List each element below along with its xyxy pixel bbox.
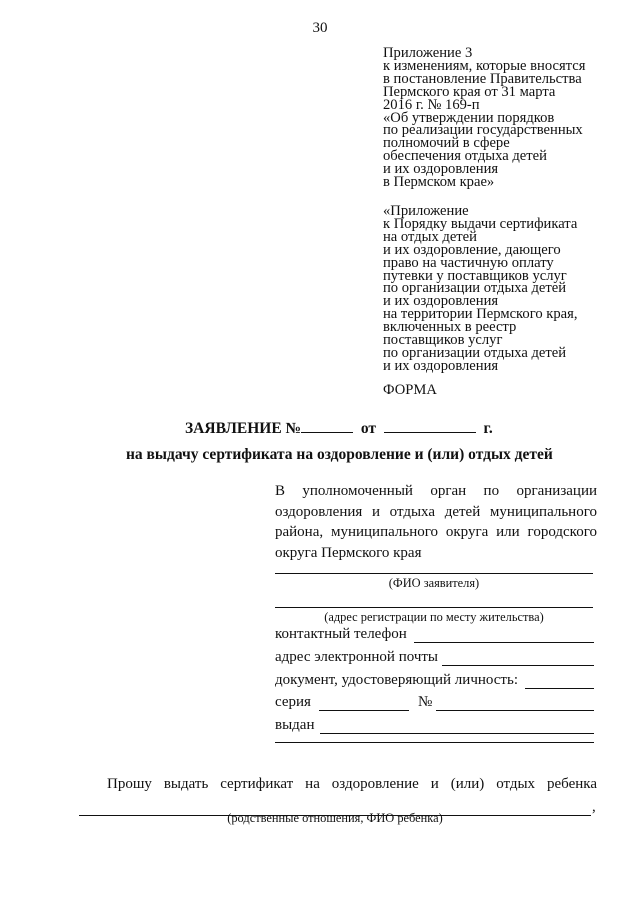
inner-annex-line: поставщиков услуг bbox=[383, 332, 503, 349]
annex-header-line: к изменениям, которые вносятся bbox=[383, 57, 586, 74]
annex-header-line: «Об утверждении порядков bbox=[383, 109, 555, 126]
inner-annex-line: «Приложение bbox=[383, 203, 469, 219]
addressee-line: района, муниципального округа или городского bbox=[275, 524, 597, 540]
page-number: 30 bbox=[312, 20, 328, 36]
application-date-blank[interactable] bbox=[384, 420, 476, 433]
series-label: серия bbox=[275, 694, 311, 710]
annex-header bbox=[383, 47, 623, 189]
phone-label: контактный телефон bbox=[275, 626, 407, 642]
annex-header-line: 2016 г. № 169-п bbox=[383, 96, 480, 113]
issued-input-line-2[interactable] bbox=[275, 742, 594, 743]
inner-annex-line: и их оздоровление, дающего bbox=[383, 241, 561, 258]
annex-header-line: Приложение 3 bbox=[383, 45, 473, 61]
registration-address-line[interactable] bbox=[275, 607, 593, 608]
number-input-line[interactable] bbox=[436, 710, 594, 711]
email-input-line[interactable] bbox=[442, 665, 594, 666]
issued-label: выдан bbox=[275, 717, 315, 733]
annex-header-line: в Пермском крае» bbox=[383, 174, 495, 191]
inner-annex-line: и их оздоровления bbox=[383, 357, 499, 374]
series-input-line[interactable] bbox=[319, 710, 409, 711]
phone-input-line[interactable] bbox=[414, 642, 594, 643]
annex-header-line: и их оздоровления bbox=[383, 161, 499, 178]
issued-input-line[interactable] bbox=[320, 733, 594, 734]
inner-annex-line: по организации отдыха детей bbox=[383, 344, 567, 361]
applicant-name-caption: (ФИО заявителя) bbox=[388, 576, 480, 590]
inner-annex-line: и их оздоровления bbox=[383, 293, 499, 310]
title-year-suffix: г. bbox=[483, 420, 493, 437]
addressee-block bbox=[275, 481, 597, 563]
inner-annex-line: путевки у поставщиков услуг bbox=[383, 267, 567, 284]
inner-annex-line: на территории Пермского края, bbox=[383, 306, 578, 323]
number-label: № bbox=[418, 694, 433, 710]
application-number-blank[interactable] bbox=[301, 420, 353, 433]
inner-annex-line: право на частичную оплату bbox=[383, 254, 554, 271]
child-info-caption: (родственные отношения, ФИО ребенка) bbox=[227, 811, 443, 825]
annex-header-line: обеспечения отдыха детей bbox=[383, 148, 547, 165]
request-comma: , bbox=[592, 799, 596, 815]
inner-annex-line: по организации отдыха детей bbox=[383, 280, 567, 297]
annex-header-line: в постановление Правительства bbox=[383, 70, 582, 87]
email-label: адрес электронной почты bbox=[275, 649, 439, 665]
inner-annex-header bbox=[383, 205, 623, 373]
addressee-line: оздоровления и отдыха детей муниципального bbox=[275, 503, 597, 520]
form-label: ФОРМА bbox=[383, 382, 437, 398]
title-prefix: ЗАЯВЛЕНИЕ № bbox=[185, 420, 302, 437]
annex-header-line: полномочий в сфере bbox=[383, 135, 510, 152]
inner-annex-line: к Порядку выдачи сертификата bbox=[383, 215, 578, 232]
id-document-label: документ, удостоверяющий личность: bbox=[275, 672, 518, 688]
title-from: от bbox=[360, 420, 377, 437]
addressee-line: В уполномоченный орган по организации bbox=[275, 483, 597, 499]
application-subtitle: на выдачу сертификата на оздоровление и (или) отдых детей bbox=[126, 446, 553, 463]
inner-annex-line: включенных в реестр bbox=[383, 319, 517, 336]
application-title bbox=[185, 420, 493, 438]
inner-annex-line: на отдых детей bbox=[383, 228, 477, 245]
annex-header-line: Пермского края от 31 марта bbox=[383, 83, 556, 100]
annex-header-line: по реализации государственных bbox=[383, 122, 583, 139]
request-text: Прошу выдать сертификат на оздоровление и (или) отдых ребенка bbox=[107, 776, 597, 792]
id-document-input-line[interactable] bbox=[525, 688, 594, 689]
applicant-name-line[interactable] bbox=[275, 573, 593, 574]
registration-address-caption: (адрес регистрации по месту жительства) bbox=[324, 610, 544, 624]
addressee-line: округа Пермского края bbox=[275, 544, 422, 561]
